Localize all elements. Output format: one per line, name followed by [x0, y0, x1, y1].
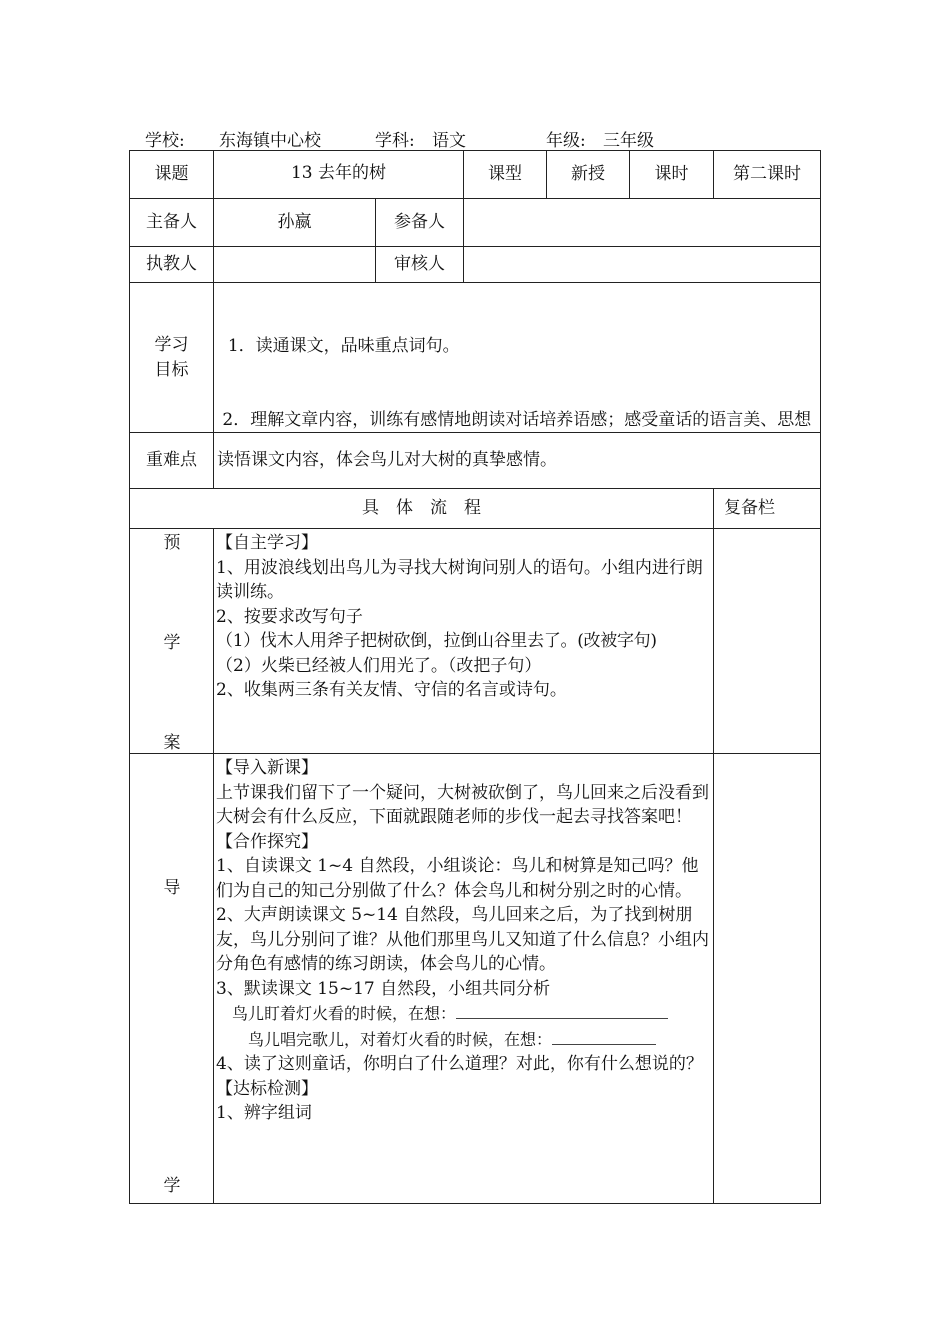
- co-preparer-label: 参备人: [375, 198, 464, 247]
- topic-label: 课题: [129, 150, 214, 199]
- main-preparer-value: 孙嬴: [213, 198, 376, 247]
- teacher-label: 执教人: [129, 246, 214, 283]
- revision-column-label: 复备栏: [713, 488, 821, 529]
- co-preparer-value: [463, 198, 821, 247]
- guide-line: 【导入新课】: [216, 758, 318, 778]
- guide-line: 【达标检测】: [216, 1078, 318, 1099]
- guide-line-with-blank: 鸟儿唱完歌儿，对着灯火看的时候，在想：: [216, 1027, 710, 1053]
- preview-side-label: 预 学 案: [129, 528, 214, 754]
- answer-blank[interactable]: [552, 1027, 656, 1045]
- grade-value: 三年级: [603, 131, 654, 151]
- objectives-label: 学习 目标: [129, 282, 214, 433]
- guide-line: 1、自读课文 1~4 自然段，小组谈论：鸟儿和树算是知己吗？他们为自己的知己分别做了什么？体会鸟儿和树分别之时的心情。: [216, 856, 699, 901]
- preview-line: 【自主学习】: [216, 533, 318, 553]
- subject-value: 语文: [432, 131, 466, 151]
- guide-line: 【合作探究】: [216, 831, 318, 852]
- guide-line: 上节课我们留下了一个疑问，大树被砍倒了，鸟儿回来之后没看到大树会有什么反应，下面就跟随老师的步伐一起去寻找答案吧！: [216, 782, 709, 827]
- guide-line: 3、默读课文 15~17 自然段，小组共同分析: [216, 978, 551, 999]
- objective-line: 2．理解文章内容，训练有感情地朗读对话培养语感；感受童话的语言美、思想: [222, 409, 812, 430]
- preview-line: （1）伐木人用斧子把树砍倒，拉倒山谷里去了。(改被字句): [216, 631, 657, 651]
- period-value: 第二课时: [713, 150, 821, 199]
- key-points-label: 重难点: [129, 432, 214, 489]
- process-title: 具 体 流 程: [129, 488, 714, 529]
- preview-content: [213, 528, 714, 754]
- reviewer-label: 审核人: [375, 246, 464, 283]
- guide-line: 2、大声朗读课文 5~14 自然段，鸟儿回来之后，为了找到树朋友，鸟儿分别问了谁？从他们那里鸟儿又知道了什么信息？小组内分角色有感情的练习朗读，体会鸟儿的心情。: [216, 905, 709, 974]
- preview-line: 2、按要求改写句子: [216, 606, 363, 627]
- answer-blank[interactable]: [456, 1001, 668, 1019]
- guide-line-with-blank: 鸟儿盯着灯火看的时候，在想：: [216, 1001, 710, 1027]
- key-points-text: 读悟课文内容，体会鸟儿对大树的真挚感情。: [213, 432, 821, 489]
- subject-label: 学科:: [375, 131, 415, 151]
- guide-line: 1、辨字组词: [216, 1103, 312, 1123]
- teacher-value: [213, 246, 376, 283]
- school-label: 学校:: [145, 131, 185, 151]
- preview-line: （2）火柴已经被人们用光了。（改把子句）: [216, 655, 542, 676]
- guide-content: [213, 753, 714, 1204]
- guide-side-label: 导 学: [129, 753, 214, 1204]
- guide-line: 4、读了这则童话，你明白了什么道理？对此，你有什么想说的？: [216, 1054, 703, 1074]
- preview-revision-cell: [713, 528, 821, 754]
- lesson-type-label: 课型: [463, 150, 547, 199]
- lesson-type-value: 新授: [546, 150, 630, 199]
- preview-line: 1、用波浪线划出鸟儿为寻找大树询问别人的语句。小组内进行朗读训练。: [216, 557, 703, 602]
- preview-line: 2、收集两三条有关友情、守信的名言或诗句。: [216, 680, 567, 700]
- objectives-content: [213, 282, 821, 433]
- grade-label: 年级:: [546, 131, 586, 151]
- school-value: 东海镇中心校: [219, 131, 321, 151]
- topic-value: 13 去年的树: [213, 150, 464, 199]
- reviewer-value: [463, 246, 821, 283]
- period-label: 课时: [629, 150, 714, 199]
- objective-line: 1．读通课文，品味重点词句。: [217, 336, 460, 356]
- guide-revision-cell: [713, 753, 821, 1204]
- main-preparer-label: 主备人: [129, 198, 214, 247]
